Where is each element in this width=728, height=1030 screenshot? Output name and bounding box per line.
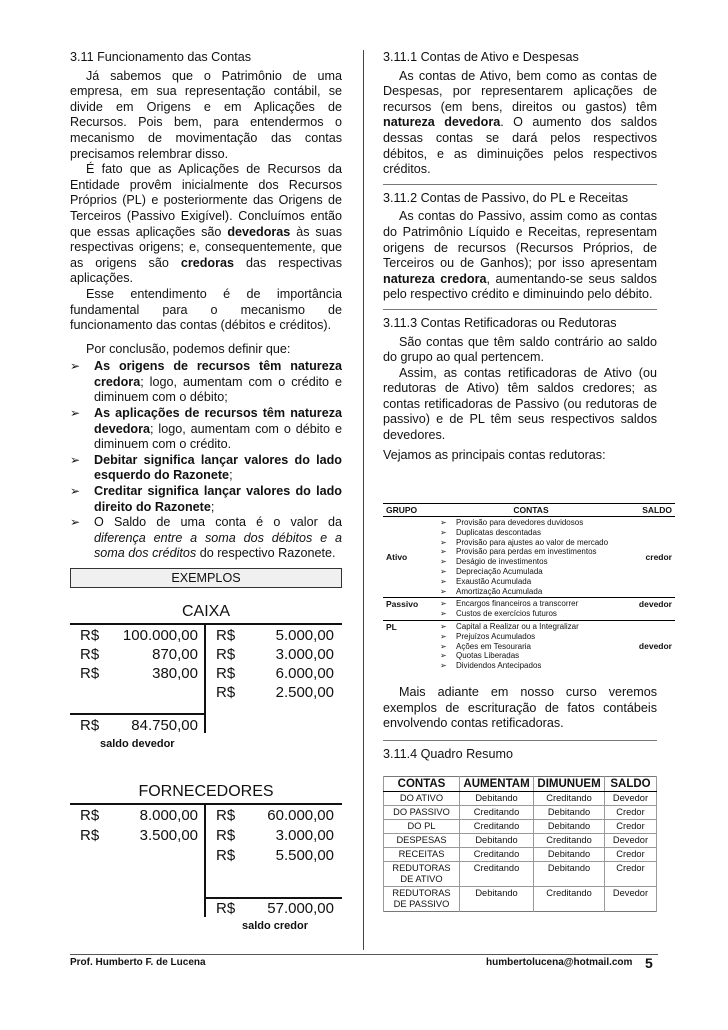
account-item: ➢ Dividendos Antecipados bbox=[440, 661, 542, 671]
table-cell: DO PASSIVO bbox=[384, 806, 460, 820]
column-header: CONTAS bbox=[433, 504, 629, 517]
arrow-bullet-icon: ➢ bbox=[440, 537, 447, 547]
definition-item: ➢ As aplicações de recursos têm natureza devedora; logo, aumentam com o débito e diminuem com o crédito. bbox=[70, 406, 342, 452]
left-column bbox=[70, 50, 342, 588]
accounts-cell bbox=[433, 598, 629, 621]
table-cell: Creditando bbox=[534, 792, 605, 806]
paragraph-4: Por conclusão, podemos definir que: bbox=[86, 341, 291, 356]
fornecedores-t-account bbox=[70, 783, 342, 933]
account-item: ➢ Capital a Realizar ou a Integralizar bbox=[440, 621, 579, 631]
table-cell: Credor bbox=[605, 862, 657, 887]
debit-amount: 870,00 bbox=[152, 646, 198, 663]
arrow-bullet-icon: ➢ bbox=[440, 651, 447, 661]
table-row bbox=[384, 887, 657, 912]
arrow-bullet-icon: ➢ bbox=[440, 621, 447, 631]
arrow-bullet-icon: ➢ bbox=[70, 515, 81, 530]
table-cell: Creditando bbox=[534, 887, 605, 912]
column-header: DIMUNUEM bbox=[534, 777, 605, 792]
table-cell: Creditando bbox=[460, 806, 534, 820]
balance-amount: 57.000,00 bbox=[267, 900, 334, 917]
paragraph-1: Já sabemos que o Patrimônio de uma empresa, em sua representação contábil, se divide em Origens e em Aplicações de Recursos. Pois bem, para entendermos o mecanismo de movimentação das contas precisamos relembrar disso. bbox=[70, 68, 342, 161]
credit-amount: 5.000,00 bbox=[275, 627, 334, 644]
group-label: PL bbox=[383, 620, 433, 671]
account-item: ➢ Provisão para ajustes ao valor de mercado bbox=[440, 537, 609, 547]
account-item: ➢ Ações em Tesouraria bbox=[440, 641, 531, 651]
currency-symbol: R$ bbox=[216, 847, 236, 864]
credit-amount: 6.000,00 bbox=[275, 665, 334, 682]
saldo-value: credor bbox=[645, 552, 672, 563]
t-account-top-line bbox=[70, 623, 342, 625]
table-cell: Devedor bbox=[605, 834, 657, 848]
credit-amount: 3.000,00 bbox=[275, 827, 334, 844]
definition-item: ➢ Creditar significa lançar valores do lado direito do Razonete; bbox=[70, 484, 342, 514]
column-header: CONTAS bbox=[384, 777, 460, 792]
table-row bbox=[384, 792, 657, 806]
after-table-text: Mais adiante em nosso curso veremos exemplos de escrituração de fatos contábeis envolvendo contas retificadoras. bbox=[383, 685, 657, 731]
contra-accounts-table bbox=[383, 503, 675, 672]
debit-amount: 3.500,00 bbox=[139, 827, 198, 844]
arrow-bullet-icon: ➢ bbox=[440, 641, 447, 651]
currency-symbol: R$ bbox=[216, 646, 236, 663]
table-cell: DO ATIVO bbox=[384, 792, 460, 806]
arrow-bullet-icon: ➢ bbox=[440, 576, 447, 586]
group-label: Passivo bbox=[383, 598, 433, 621]
definition-item: ➢ As origens de recursos têm natureza credora; logo, aumentam com o crédito e diminuem com o débito; bbox=[70, 359, 342, 405]
account-item: ➢ Quotas Liberadas bbox=[440, 651, 520, 661]
currency-symbol: R$ bbox=[80, 807, 100, 824]
section-divider bbox=[383, 309, 657, 310]
table-row bbox=[384, 820, 657, 834]
table-cell: Debitando bbox=[460, 834, 534, 848]
account-item: ➢ Custos de exercícios futuros bbox=[440, 609, 557, 619]
accounts-cell bbox=[433, 620, 629, 671]
section-3-11-3-text-3: Vejamos as principais contas redutoras: bbox=[383, 447, 606, 462]
table-cell: Debitando bbox=[534, 848, 605, 862]
table-cell: DESPESAS bbox=[384, 834, 460, 848]
saldo-value: devedor bbox=[629, 620, 675, 671]
currency-symbol: R$ bbox=[80, 646, 100, 663]
arrow-bullet-icon: ➢ bbox=[440, 599, 447, 609]
balance-line bbox=[204, 897, 342, 899]
paragraph-3: Esse entendimento é de importância fundamental para o mecanismo de funcionamento das contas (débitos e créditos). bbox=[70, 286, 342, 333]
arrow-bullet-icon: ➢ bbox=[440, 631, 447, 641]
column-header: AUMENTAM bbox=[460, 777, 534, 792]
page-number: 5 bbox=[645, 955, 653, 971]
arrow-bullet-icon: ➢ bbox=[70, 484, 81, 499]
column-header: SALDO bbox=[629, 504, 675, 517]
balance-label: saldo devedor bbox=[100, 738, 175, 750]
balance-line bbox=[70, 713, 204, 715]
group-label: Ativo bbox=[386, 552, 408, 563]
account-item: ➢ Duplicatas descontadas bbox=[440, 527, 541, 537]
t-account-top-line bbox=[70, 803, 342, 805]
examples-banner: EXEMPLOS bbox=[70, 568, 342, 588]
account-item: ➢ Exaustão Acumulada bbox=[440, 576, 532, 586]
section-3-11-2-title: 3.11.2 Contas de Passivo, do PL e Receitas bbox=[383, 190, 629, 205]
arrow-bullet-icon: ➢ bbox=[440, 586, 447, 596]
arrow-bullet-icon: ➢ bbox=[70, 452, 81, 467]
section-3-11-2-text: As contas do Passivo, assim como as contas do Patrimônio Líquido e Receitas, representam origens de recursos (Recursos Próprios, de Terceiros ou de Ganhos); por isso apresentam natureza credora, aumentando-se seus saldos pelo respectivo crédito e diminuindo pelo débito. bbox=[383, 209, 657, 302]
balance-label: saldo credor bbox=[242, 920, 309, 932]
table-cell: Devedor bbox=[605, 792, 657, 806]
section-3-11-1-title: 3.11.1 Contas de Ativo e Despesas bbox=[383, 50, 579, 64]
table-cell: Debitando bbox=[534, 806, 605, 820]
section-3-11-3-text-2: Assim, as contas retificadoras de Ativo (ou redutoras de Ativo) têm saldos credores; as contas retificadoras de Passivo (ou redutoras de passivo) e de PL têm seus respectivos saldos devedores. bbox=[383, 365, 657, 443]
currency-symbol: R$ bbox=[216, 627, 236, 644]
currency-symbol: R$ bbox=[80, 717, 100, 734]
currency-symbol: R$ bbox=[216, 900, 236, 917]
currency-symbol: R$ bbox=[216, 665, 236, 682]
summary-table bbox=[383, 776, 657, 912]
table-cell: RECEITAS bbox=[384, 848, 460, 862]
currency-symbol: R$ bbox=[216, 827, 236, 844]
table-row bbox=[384, 848, 657, 862]
arrow-bullet-icon: ➢ bbox=[440, 566, 447, 576]
column-header: SALDO bbox=[605, 777, 657, 792]
footer-divider bbox=[70, 954, 658, 955]
debit-amount: 100.000,00 bbox=[122, 627, 198, 644]
credit-amount: 60.000,00 bbox=[267, 807, 334, 824]
arrow-bullet-icon: ➢ bbox=[440, 527, 447, 537]
currency-symbol: R$ bbox=[80, 827, 100, 844]
table-cell: Creditando bbox=[460, 848, 534, 862]
caixa-title: CAIXA bbox=[181, 603, 230, 620]
table-cell: Debitando bbox=[460, 887, 534, 912]
credit-amount: 3.000,00 bbox=[275, 646, 334, 663]
table-cell: Credor bbox=[605, 848, 657, 862]
table-cell: Credor bbox=[605, 820, 657, 834]
paragraph-2: É fato que as Aplicações de Recursos da Entidade provêm inicialmente dos Recursos Próprios (PL) e posteriormente das Origens de Terceiros (Passivo Exigível). Concluímos então que essas aplicações são devedoras às suas respectivas origens; e, consequentemente, que as origens são credoras das respectivas aplicações. bbox=[70, 162, 343, 286]
arrow-bullet-icon: ➢ bbox=[440, 609, 447, 619]
footer-author: Prof. Humberto F. de Lucena bbox=[70, 957, 206, 968]
account-item: ➢ Provisão para perdas em investimentos bbox=[440, 547, 597, 557]
right-column-lower bbox=[383, 685, 657, 765]
currency-symbol: R$ bbox=[80, 665, 100, 682]
debit-amount: 8.000,00 bbox=[139, 807, 198, 824]
table-cell: Debitando bbox=[460, 792, 534, 806]
credit-amount: 2.500,00 bbox=[275, 684, 334, 701]
account-item: ➢ Deságio de investimentos bbox=[440, 557, 548, 567]
table-cell: Credor bbox=[605, 806, 657, 820]
account-item: ➢ Provisão para devedores duvidosos bbox=[440, 518, 584, 527]
table-cell: Creditando bbox=[534, 834, 605, 848]
account-item: ➢ Depreciação Acumulada bbox=[440, 566, 543, 576]
definition-item: ➢ O Saldo de uma conta é o valor da diferença entre a soma dos débitos e a soma dos créditos do respectivo Razonete. bbox=[70, 515, 342, 561]
definition-item: ➢ Debitar significa lançar valores do lado esquerdo do Razonete; bbox=[70, 452, 342, 483]
debit-amount: 380,00 bbox=[152, 665, 198, 682]
right-column bbox=[383, 50, 657, 463]
credit-amount: 5.500,00 bbox=[275, 847, 334, 864]
table-cell: Creditando bbox=[460, 862, 534, 887]
section-3-11-3-text-1: São contas que têm saldo contrário ao saldo do grupo ao qual pertencem. bbox=[383, 334, 657, 365]
table-cell: REDUTORAS DE PASSIVO bbox=[384, 887, 460, 912]
table-cell: REDUTORAS DE ATIVO bbox=[384, 862, 460, 887]
balance-amount: 84.750,00 bbox=[131, 717, 198, 734]
account-item: ➢ Prejuízos Acumulados bbox=[440, 631, 536, 641]
accounts-cell bbox=[433, 517, 629, 598]
column-header: GRUPO bbox=[383, 504, 433, 517]
fornecedores-title: FORNECEDORES bbox=[138, 783, 274, 800]
table-cell: Creditando bbox=[460, 820, 534, 834]
table-row bbox=[384, 806, 657, 820]
account-item: ➢ Amortização Acumulada bbox=[440, 586, 543, 596]
currency-symbol: R$ bbox=[216, 807, 236, 824]
saldo-value: devedor bbox=[629, 598, 675, 621]
section-3-11-4-title: 3.11.4 Quadro Resumo bbox=[383, 746, 513, 761]
section-3-11-3-title: 3.11.3 Contas Retificadoras ou Redutoras bbox=[383, 315, 617, 330]
definitions-list bbox=[70, 359, 342, 562]
arrow-bullet-icon: ➢ bbox=[440, 661, 447, 671]
arrow-bullet-icon: ➢ bbox=[440, 518, 447, 527]
table-cell: Debitando bbox=[534, 820, 605, 834]
section-divider bbox=[383, 184, 657, 185]
caixa-t-account bbox=[70, 603, 342, 753]
table-cell: Devedor bbox=[605, 887, 657, 912]
footer-email: humbertolucena@hotmail.com bbox=[486, 957, 633, 968]
arrow-bullet-icon: ➢ bbox=[70, 406, 81, 421]
currency-symbol: R$ bbox=[216, 684, 236, 701]
account-item: ➢ Encargos financeiros a transcorrer bbox=[440, 599, 579, 609]
arrow-bullet-icon: ➢ bbox=[440, 547, 447, 557]
arrow-bullet-icon: ➢ bbox=[440, 557, 447, 567]
section-3-11-1-text: As contas de Ativo, bem como as contas de Despesas, por representarem aplicações de recursos (em bens, direitos ou gastos) têm natureza devedora. O aumento dos saldos dessas contas se dará pelos respectivos débitos, e as diminuições pelos respectivos créditos. bbox=[383, 68, 657, 177]
section-divider bbox=[383, 740, 657, 741]
section-3-11-title: 3.11 Funcionamento das Contas bbox=[70, 50, 252, 64]
arrow-bullet-icon: ➢ bbox=[70, 359, 81, 374]
table-row bbox=[384, 834, 657, 848]
table-cell: Debitando bbox=[534, 862, 605, 887]
table-cell: DO PL bbox=[384, 820, 460, 834]
table-row bbox=[384, 862, 657, 887]
column-divider bbox=[363, 50, 364, 950]
currency-symbol: R$ bbox=[80, 627, 100, 644]
